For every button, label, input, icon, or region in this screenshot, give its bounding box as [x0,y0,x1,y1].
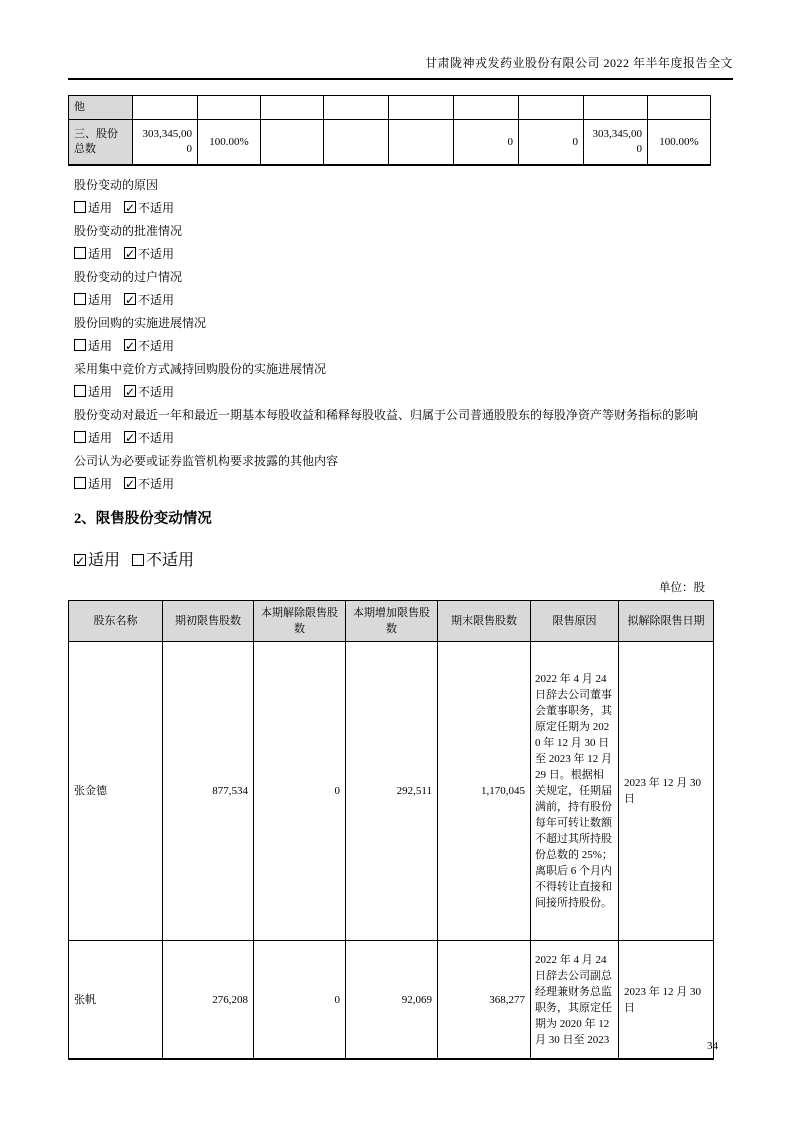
statement-label: 股份变动的原因 [74,178,159,192]
cell [389,96,454,120]
checkbox-unchecked-icon [74,385,86,397]
cell: 100.00% [198,120,261,166]
checkbox-unchecked-icon [74,293,86,305]
column-header: 本期增加限售股数 [346,601,438,642]
checkbox-unchecked-icon [74,247,86,259]
table-header-row [69,601,714,642]
column-header: 股东名称 [69,601,163,642]
checkbox-checked-icon [124,431,136,443]
statement-label: 股份变动的批准情况 [74,224,183,238]
section-heading: 2、限售股份变动情况 [74,511,212,527]
cell [454,96,519,120]
column-header: 限售原因 [531,601,619,642]
statement-label: 股份变动的过户情况 [74,270,183,284]
shareholder-name: 张帆 [69,941,163,1060]
statement-label: 公司认为必要或证券监管机构要求披露的其他内容 [74,454,339,468]
unit-label: 单位：股 [659,582,705,594]
applicable-label: 适用 [88,431,113,445]
checkbox-unchecked-icon [132,554,144,566]
cell [324,120,389,166]
checkbox-checked-icon [124,247,136,259]
not-applicable-label: 不适用 [146,552,195,569]
closing-restricted-shares: 1,170,045 [438,642,531,941]
applicability-line [74,244,733,264]
applicable-label: 适用 [88,385,113,399]
table-row [69,941,714,1060]
checkbox-checked-icon [124,385,136,397]
checkbox-checked-icon [74,554,86,566]
cell [261,120,324,166]
report-header-title: 甘肃陇神戎发药业股份有限公司 2022 年半年度报告全文 [68,56,733,80]
opening-restricted-shares: 877,534 [163,642,254,941]
page-number: 34 [707,1040,718,1052]
cell [324,96,389,120]
applicability-line [74,336,733,356]
column-header: 拟解除限售日期 [619,601,714,642]
checkbox-unchecked-icon [74,201,86,213]
shareholder-name: 张金德 [69,642,163,941]
cell [261,96,324,120]
released-shares: 0 [254,941,346,1060]
row-label: 他 [69,96,133,120]
statement-label: 股份变动对最近一年和最近一期基本每股收益和稀释每股收益、归属于公司普通股股东的每股净资产等财务指标的影响 [74,408,699,422]
checkbox-checked-icon [124,201,136,213]
cell [133,96,198,120]
column-header: 本期解除限售股数 [254,601,346,642]
restriction-reason: 2022 年 4 月 24 日辞去公司副总经理兼财务总监职务，其原定任期为 2020 年 12 月 30 日至 2023 [531,941,619,1060]
applicability-line [74,382,733,402]
checkbox-unchecked-icon [74,339,86,351]
not-applicable-label: 不适用 [138,339,175,353]
restricted-shares-table [68,600,714,1060]
checkbox-checked-icon [124,293,136,305]
cell [519,96,584,120]
applicability-line [74,474,733,494]
restriction-reason: 2022 年 4 月 24 日辞去公司董事会董事职务，其原定任期为 2020 年 12 月 30 日至 2023 年 12 月 29 日。根据相关规定，任期届满前，持有股份每年可转让数额不超过其所持股份总数的 25%；离职后 6 个月内不得转让直接和间接所持股份。 [531,642,619,941]
proposed-release-date: 2023 年 12 月 30 日 [619,941,714,1060]
checkbox-unchecked-icon [74,431,86,443]
closing-restricted-shares: 368,277 [438,941,531,1060]
applicable-label: 适用 [88,552,121,569]
proposed-release-date: 2023 年 12 月 30 日 [619,642,714,941]
not-applicable-label: 不适用 [138,247,175,261]
cell: 0 [454,120,519,166]
table-row [69,96,711,120]
not-applicable-label: 不适用 [138,477,175,491]
statements-section [68,175,733,494]
applicable-label: 适用 [88,339,113,353]
cell [648,96,711,120]
cell [389,120,454,166]
statement-label: 股份回购的实施进展情况 [74,316,207,330]
table-row [69,120,711,166]
cell: 303,345,000 [584,120,648,166]
column-header: 期末限售股数 [438,601,531,642]
checkbox-checked-icon [124,339,136,351]
added-restricted-shares: 92,069 [346,941,438,1060]
share-structure-table [68,95,711,166]
applicable-label: 适用 [88,247,113,261]
applicable-label: 适用 [88,477,113,491]
table-row [69,642,714,941]
cell [584,96,648,120]
checkbox-checked-icon [124,477,136,489]
released-shares: 0 [254,642,346,941]
statement-label: 采用集中竞价方式减持回购股份的实施进展情况 [74,362,327,376]
row-label: 三、股份总数 [69,120,133,166]
not-applicable-label: 不适用 [138,431,175,445]
not-applicable-label: 不适用 [138,201,175,215]
applicability-line [74,198,733,218]
applicability-line [68,551,733,571]
cell: 100.00% [648,120,711,166]
checkbox-unchecked-icon [74,477,86,489]
not-applicable-label: 不适用 [138,385,175,399]
cell: 303,345,000 [133,120,198,166]
added-restricted-shares: 292,511 [346,642,438,941]
applicable-label: 适用 [88,201,113,215]
applicable-label: 适用 [88,293,113,307]
applicability-line [74,428,733,448]
cell: 0 [519,120,584,166]
column-header: 期初限售股数 [163,601,254,642]
opening-restricted-shares: 276,208 [163,941,254,1060]
applicability-line [74,290,733,310]
cell [198,96,261,120]
not-applicable-label: 不适用 [138,293,175,307]
